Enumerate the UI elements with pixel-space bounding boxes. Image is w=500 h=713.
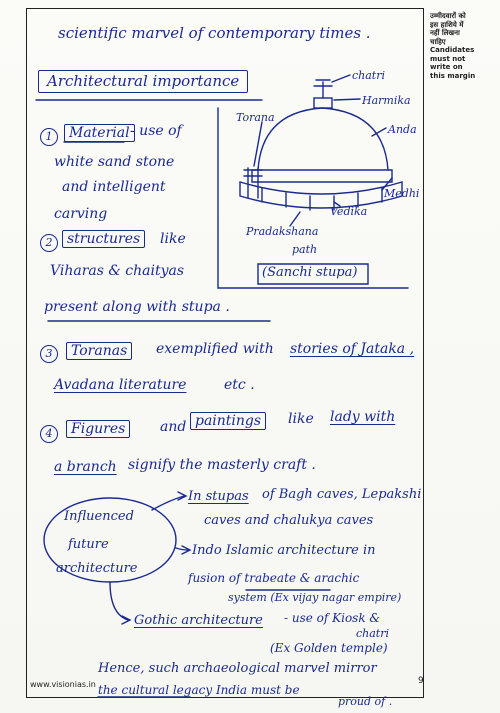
point-2-text2: Viharas & chaityas (50, 263, 185, 279)
branch-3-d: (Ex Golden temple) (270, 641, 388, 655)
point-3-text2: stories of Jataka , (290, 341, 415, 357)
point-3-text3: Avadana literature (54, 377, 187, 393)
margin-english-2: must not (430, 54, 466, 63)
influence-bubble-line2: future (68, 537, 109, 552)
point-2-label: structures (62, 230, 145, 248)
label-harmika: Harmika (362, 94, 411, 107)
point-1-text3: and intelligent (62, 179, 166, 195)
influence-bubble-line3: architecture (56, 561, 138, 576)
point-1-label: Material (64, 124, 135, 142)
point-4-text1: and (160, 419, 187, 435)
influence-bubble-line1: Influenced (64, 509, 134, 524)
margin-hindi-2: इस हाशिये में (430, 20, 464, 29)
branch-2-c: system (Ex vijay nagar empire) (228, 591, 402, 604)
margin-english-1: Candidates (430, 46, 475, 54)
point-2-number: 2 (40, 234, 58, 252)
margin-hindi-1: उम्मीदवारों को (430, 12, 466, 20)
point-1-text4: carving (54, 206, 108, 222)
stupa-torana (244, 168, 262, 198)
label-anda: Anda (388, 123, 417, 136)
branch-3-a: Gothic architecture (134, 613, 263, 628)
label-chatri: chatri (352, 69, 385, 82)
point-4-label: Figures (66, 420, 130, 438)
leader-pradakshana (290, 212, 300, 226)
arrowhead-branch-3 (122, 616, 130, 624)
conclusion-line3: proud of . (338, 695, 393, 708)
point-4-text4: a branch (54, 459, 117, 475)
point-4-text3: lady with (330, 409, 396, 425)
stupa-dome (258, 108, 388, 170)
point-3-number: 3 (40, 345, 58, 363)
margin-hindi-4: चाहिए (430, 37, 446, 46)
label-medhi: Medhi (384, 187, 420, 200)
point-1-text2: white sand stone (54, 154, 175, 170)
page-number: 9 (418, 676, 424, 686)
margin-hindi-3: नहीं लिखना (430, 29, 460, 37)
conclusion-line2: the cultural legacy India must be (98, 683, 300, 697)
point-3-label: Toranas (66, 342, 132, 360)
label-vedika: Vedika (330, 205, 368, 218)
stupa-medhi (252, 170, 392, 182)
margin-english-4: this margin (430, 71, 476, 80)
branch-1-b: of Bagh caves, Lepakshi (262, 487, 422, 502)
point-4-label2: paintings (190, 412, 266, 430)
leader-anda (372, 128, 386, 136)
point-4-text5: signify the masterly craft . (128, 457, 316, 473)
margin-english-3: write on (430, 63, 463, 71)
intro-line: scientific marvel of contemporary times . (58, 24, 371, 42)
leader-vedika (334, 202, 340, 206)
stupa-vedika-lower (240, 182, 402, 208)
point-1-text1: - use of (130, 123, 182, 139)
point-1-number: 1 (40, 128, 58, 146)
diagram-caption: (Sanchi stupa) (262, 265, 358, 280)
stupa-chatri (314, 80, 332, 98)
leader-chatri (332, 75, 350, 82)
point-3-text1: exemplified with (156, 341, 274, 357)
point-3-text4: etc . (224, 377, 255, 393)
section-heading: Architectural importance (38, 70, 248, 93)
arrow-branch-3 (110, 582, 128, 620)
stupa-vedika (240, 182, 402, 194)
influence-bubble (44, 498, 176, 582)
branch-1-c: caves and chalukya caves (204, 513, 374, 528)
branch-3-c: chatri (356, 627, 389, 640)
branch-1-a: In stupas (188, 489, 249, 504)
arrow-branch-1 (152, 496, 184, 510)
stupa-harmika (314, 98, 332, 108)
label-path: path (292, 243, 318, 256)
point-2-text1: like (160, 231, 186, 247)
label-pradakshana: Pradakshana (246, 225, 319, 238)
label-torana: Torana (236, 111, 275, 124)
footer-url: www.visionias.in (30, 680, 96, 689)
leader-medhi (382, 178, 392, 190)
caption-box (258, 264, 368, 284)
point-4-text2: like (288, 411, 314, 427)
point-4-number: 4 (40, 425, 58, 443)
leader-torana (254, 122, 262, 166)
point-2-text3: present along with stupa . (44, 299, 230, 315)
conclusion-line1: Hence, such archaeological marvel mirror (98, 661, 377, 676)
branch-2-b: fusion of trabeate & arachic (188, 571, 360, 585)
leader-harmika (334, 99, 360, 100)
branch-3-b: - use of Kiosk & (284, 611, 381, 625)
branch-2-a: Indo Islamic architecture in (192, 543, 376, 558)
